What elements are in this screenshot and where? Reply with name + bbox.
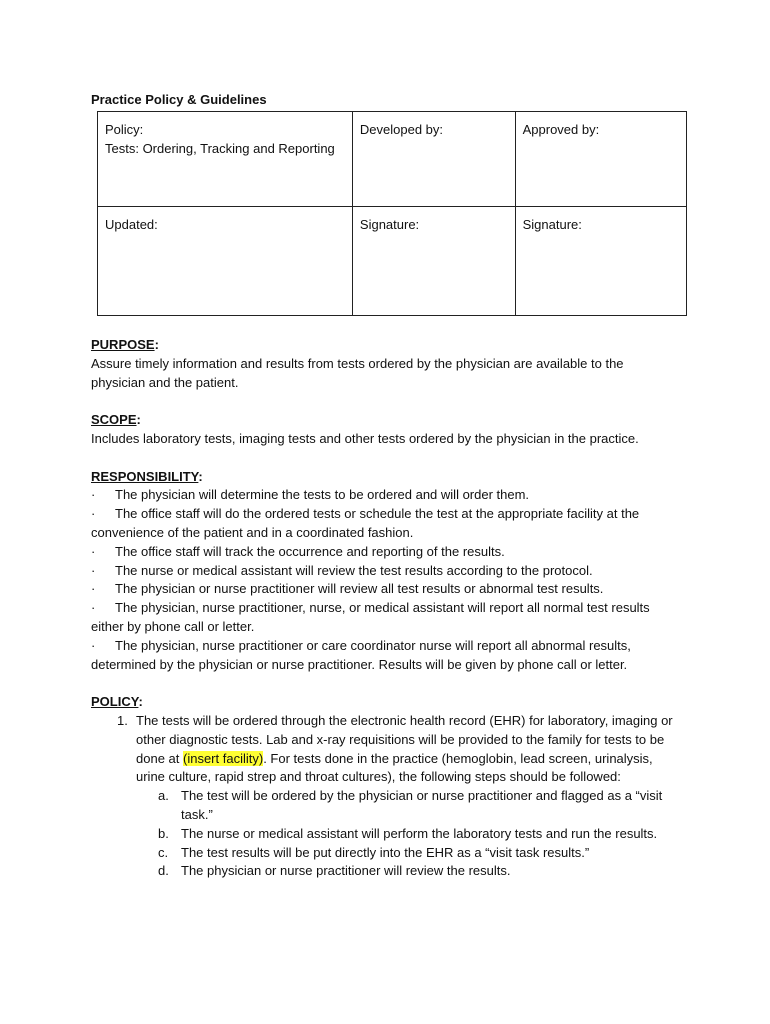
list-item: a. The test will be ordered by the physician or nurse practitioner and flagged as a “visit task.”	[158, 788, 663, 822]
approved-by-cell	[515, 112, 686, 207]
policy-value: Tests: Ordering, Tracking and Reporting	[105, 141, 335, 156]
policy-item-number: 1.	[117, 712, 128, 728]
signature-cell-1	[352, 207, 515, 316]
signature-cell-2	[515, 207, 686, 316]
policy-item-1: 1. The tests will be ordered through the electronic health record (EHR) for laboratory, imaging or other diagnostic tests. Lab and x-ray requisitions will be provided to the family for tests to be done at (insert facility). For tests done in the practice (hemoglobin, lead screen, urinalysis, urine culture, rapid strep and throat cultures), the following steps should be followed: a. The test will be ordered by the physician or nurse practitioner and flagged as a “visit task.” b. The nurse or medical assistant will perform the laboratory tests and run the results. c. The test results will be put directly into the EHR as a “visit task results.” d. The physician or nurse practitioner will review the results.	[91, 712, 681, 881]
list-item: b. The nurse or medical assistant will perform the laboratory tests and run the results.	[158, 825, 658, 841]
responsibility-list	[91, 486, 681, 674]
policy-sub-list	[136, 787, 681, 881]
list-item: · The physician will determine the tests to be ordered and will order them.	[91, 487, 530, 503]
scope-text: Includes laboratory tests, imaging tests and other tests ordered by the physician in the practice.	[91, 430, 639, 446]
purpose-text: Assure timely information and results from tests ordered by the physician are available to the physician and the patient.	[91, 355, 624, 390]
scope-heading: SCOPE:	[91, 412, 141, 428]
purpose-heading: PURPOSE:	[91, 337, 159, 352]
policy-header-table	[97, 111, 687, 316]
approved-by-label: Approved by:	[522, 122, 600, 137]
list-item: d. The physician or nurse practitioner will review the results.	[158, 863, 511, 879]
signature-label-1: Signature:	[359, 217, 420, 232]
list-item: · The office staff will track the occurrence and reporting of the results.	[91, 543, 505, 559]
responsibility-heading: RESPONSIBILITY:	[91, 468, 203, 484]
document-title: Practice Policy & Guidelines	[91, 92, 267, 107]
list-item: · The physician, nurse practitioner, nurse, or medical assistant will report all normal test results either by phone call or letter.	[91, 600, 650, 634]
developed-by-label: Developed by:	[359, 122, 444, 137]
list-item: c. The test results will be put directly into the EHR as a “visit task results.”	[158, 844, 590, 860]
updated-cell	[98, 207, 353, 316]
policy-heading: POLICY:	[91, 694, 143, 710]
policy-cell	[98, 112, 353, 207]
list-item: · The physician, nurse practitioner or care coordinator nurse will report all abnormal results, determined by the physician or nurse practitioner. Results will be given by phone call or letter.	[91, 637, 631, 672]
list-item: · The physician or nurse practitioner will review all test results or abnormal test results.	[91, 581, 604, 597]
list-item: · The office staff will do the ordered tests or schedule the test at the appropriate facility at the convenience of the patient and in a coordinated fashion.	[91, 506, 640, 540]
list-item: · The nurse or medical assistant will review the test results according to the protocol.	[91, 562, 593, 578]
updated-label: Updated:	[105, 217, 158, 232]
policy-label: Policy:	[105, 122, 144, 137]
signature-label-2: Signature:	[522, 217, 582, 232]
insert-facility-highlight: (insert facility)	[183, 750, 264, 766]
document-body	[91, 336, 681, 881]
developed-by-cell	[352, 112, 515, 207]
